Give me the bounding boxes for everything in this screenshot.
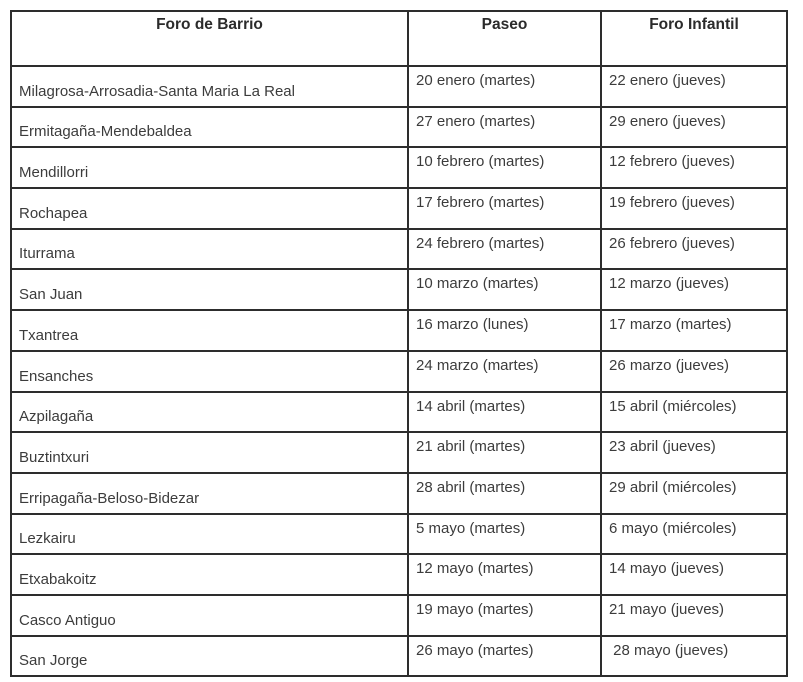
paseo-cell: 28 abril (martes) <box>408 473 601 514</box>
table-row <box>11 595 787 636</box>
foro-infantil-cell: 6 mayo (miércoles) <box>601 514 787 555</box>
foro-infantil-cell: 15 abril (miércoles) <box>601 392 787 433</box>
foro-infantil-cell: 26 marzo (jueves) <box>601 351 787 392</box>
barrio-cell: Rochapea <box>11 188 408 229</box>
barrio-cell: Mendillorri <box>11 147 408 188</box>
table-row <box>11 351 787 392</box>
paseo-cell: 24 febrero (martes) <box>408 229 601 270</box>
barrio-cell: Lezkairu <box>11 514 408 555</box>
foro-infantil-cell: 22 enero (jueves) <box>601 66 787 107</box>
foro-infantil-cell: 12 marzo (jueves) <box>601 269 787 310</box>
barrio-cell: Azpilagaña <box>11 392 408 433</box>
schedule-table <box>10 10 788 677</box>
col-header-paseo: Paseo <box>408 11 601 66</box>
foro-infantil-cell: 29 abril (miércoles) <box>601 473 787 514</box>
barrio-cell: San Juan <box>11 269 408 310</box>
foro-infantil-cell: 19 febrero (jueves) <box>601 188 787 229</box>
foro-infantil-cell: 23 abril (jueves) <box>601 432 787 473</box>
barrio-cell: Buztintxuri <box>11 432 408 473</box>
barrio-cell: San Jorge <box>11 636 408 677</box>
barrio-cell: Iturrama <box>11 229 408 270</box>
paseo-cell: 10 febrero (martes) <box>408 147 601 188</box>
barrio-cell: Casco Antiguo <box>11 595 408 636</box>
barrio-cell: Txantrea <box>11 310 408 351</box>
barrio-cell: Ermitagaña-Mendebaldea <box>11 107 408 148</box>
paseo-cell: 5 mayo (martes) <box>408 514 601 555</box>
table-row <box>11 514 787 555</box>
table-row <box>11 107 787 148</box>
foro-infantil-cell: 21 mayo (jueves) <box>601 595 787 636</box>
paseo-cell: 21 abril (martes) <box>408 432 601 473</box>
foro-infantil-cell: 17 marzo (martes) <box>601 310 787 351</box>
table-row <box>11 310 787 351</box>
paseo-cell: 27 enero (martes) <box>408 107 601 148</box>
foro-infantil-cell: 26 febrero (jueves) <box>601 229 787 270</box>
table-row <box>11 269 787 310</box>
table-row <box>11 636 787 677</box>
paseo-cell: 26 mayo (martes) <box>408 636 601 677</box>
table-header-row <box>11 11 787 66</box>
foro-infantil-cell: 29 enero (jueves) <box>601 107 787 148</box>
table-row <box>11 229 787 270</box>
paseo-cell: 12 mayo (martes) <box>408 554 601 595</box>
foro-infantil-cell: 12 febrero (jueves) <box>601 147 787 188</box>
table-row <box>11 66 787 107</box>
schedule-table-container <box>10 10 788 677</box>
paseo-cell: 14 abril (martes) <box>408 392 601 433</box>
table-row <box>11 147 787 188</box>
col-header-foro-infantil: Foro Infantil <box>601 11 787 66</box>
foro-infantil-cell: 28 mayo (jueves) <box>601 636 787 677</box>
barrio-cell: Etxabakoitz <box>11 554 408 595</box>
col-header-foro-de-barrio: Foro de Barrio <box>11 11 408 66</box>
table-row <box>11 392 787 433</box>
table-row <box>11 473 787 514</box>
paseo-cell: 19 mayo (martes) <box>408 595 601 636</box>
paseo-cell: 24 marzo (martes) <box>408 351 601 392</box>
paseo-cell: 17 febrero (martes) <box>408 188 601 229</box>
table-row <box>11 188 787 229</box>
table-row <box>11 432 787 473</box>
barrio-cell: Ensanches <box>11 351 408 392</box>
foro-infantil-cell: 14 mayo (jueves) <box>601 554 787 595</box>
barrio-cell: Erripagaña-Beloso-Bidezar <box>11 473 408 514</box>
barrio-cell: Milagrosa-Arrosadia-Santa Maria La Real <box>11 66 408 107</box>
paseo-cell: 10 marzo (martes) <box>408 269 601 310</box>
paseo-cell: 20 enero (martes) <box>408 66 601 107</box>
table-row <box>11 554 787 595</box>
paseo-cell: 16 marzo (lunes) <box>408 310 601 351</box>
